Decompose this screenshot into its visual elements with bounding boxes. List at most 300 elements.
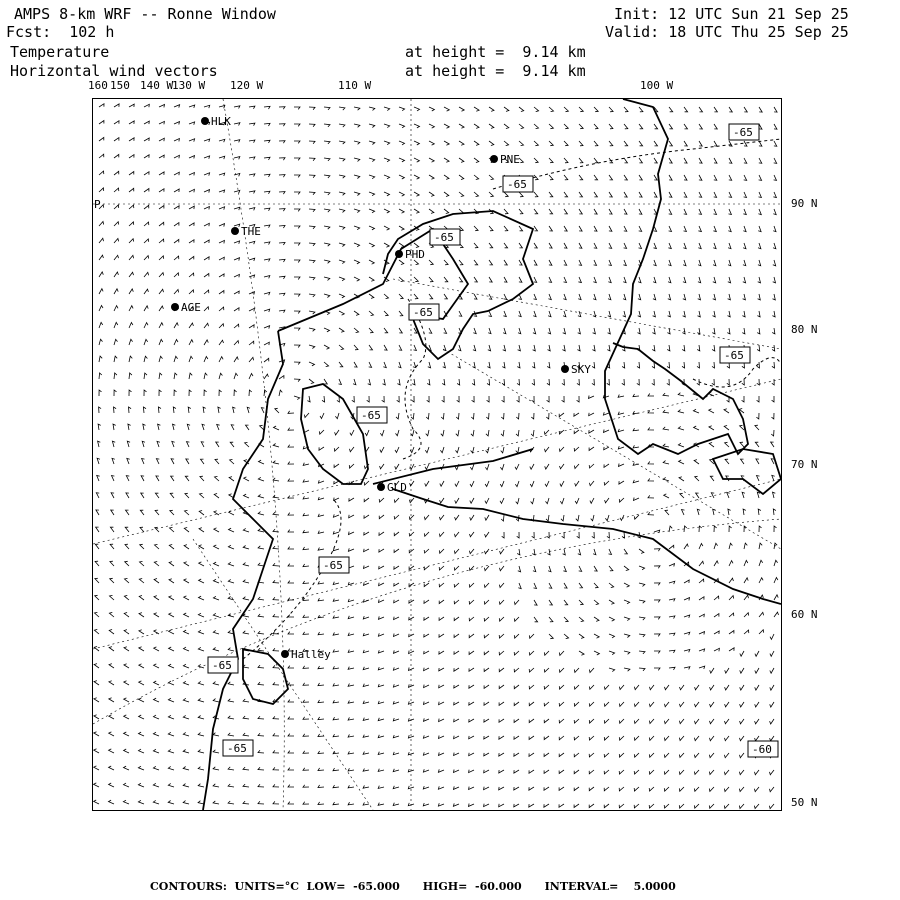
wind-vector	[397, 379, 400, 385]
wind-vector	[114, 255, 119, 260]
wind-vector	[579, 226, 582, 231]
wind-vector	[114, 272, 118, 277]
wind-vector	[423, 752, 429, 755]
contour-info-footer: CONTOURS: UNITS=°C LOW= -65.000 HIGH= -60.000 INTERVAL= 5.0000	[150, 880, 676, 893]
lat-label-90n: 90 N	[791, 197, 818, 210]
wind-vector	[533, 328, 536, 334]
wind-vector	[394, 498, 399, 502]
wind-vector	[532, 379, 535, 385]
wind-vector	[499, 651, 504, 655]
wind-vector	[171, 476, 174, 481]
wind-vector	[339, 294, 345, 298]
wind-vector	[729, 107, 732, 112]
wind-vector	[183, 784, 189, 787]
wind-vector	[529, 770, 534, 773]
station-dot-sky	[561, 365, 569, 373]
wind-vector	[129, 323, 133, 329]
wind-vector	[469, 617, 474, 621]
map-panel	[92, 98, 782, 811]
wind-vector	[279, 158, 285, 161]
wind-vector	[564, 600, 568, 605]
wind-vector	[243, 631, 249, 634]
wind-vector	[564, 260, 567, 265]
wind-vector	[349, 464, 354, 468]
wind-vector	[258, 665, 264, 668]
wind-vector	[110, 561, 114, 566]
wind-vector	[729, 175, 732, 180]
wind-vector	[648, 428, 654, 431]
wind-vector	[138, 800, 144, 804]
wind-vector	[184, 596, 189, 600]
wind-vector	[394, 617, 399, 620]
wind-vector	[228, 648, 234, 651]
wind-vector	[698, 294, 701, 300]
wind-vector	[563, 311, 566, 317]
wind-vector	[440, 498, 444, 503]
wind-vector	[139, 732, 145, 736]
wind-vector	[348, 717, 354, 720]
wind-vector	[219, 340, 224, 345]
wind-vector	[439, 583, 444, 587]
wind-vector	[369, 277, 374, 281]
wind-vector	[279, 243, 285, 246]
wind-vector	[544, 736, 549, 740]
wind-vector	[534, 260, 537, 265]
wind-vector	[654, 651, 660, 653]
wind-vector	[264, 292, 270, 295]
wind-vector	[363, 718, 369, 721]
wind-vector	[633, 480, 639, 483]
wind-vector	[469, 651, 474, 655]
wind-vector	[754, 787, 759, 792]
wind-vector	[679, 460, 684, 464]
wind-vector	[414, 294, 418, 299]
wind-vector	[725, 442, 729, 447]
wind-vector	[592, 362, 595, 368]
wind-vector	[189, 105, 195, 108]
wind-vector	[114, 138, 119, 141]
wind-vector	[534, 158, 538, 163]
wind-vector	[144, 189, 149, 193]
wind-vector	[219, 373, 222, 379]
wind-vector	[502, 362, 505, 368]
wind-vector	[139, 596, 144, 601]
wind-vector	[669, 564, 675, 567]
wind-vector	[309, 124, 315, 127]
wind-vector	[624, 124, 628, 129]
wind-vector	[574, 430, 579, 434]
wind-vector	[219, 240, 224, 243]
wind-vector	[594, 634, 599, 638]
wind-vector	[545, 464, 549, 469]
wind-vector	[725, 459, 729, 464]
wind-vector	[198, 630, 204, 634]
wind-vector	[112, 458, 115, 464]
wind-vector	[604, 430, 610, 433]
wind-vector	[682, 510, 685, 516]
wind-vector	[157, 441, 160, 447]
wind-vector	[139, 664, 144, 668]
wind-vector	[501, 515, 504, 521]
wind-vector	[198, 767, 204, 770]
wind-vector	[743, 243, 746, 249]
wind-vector	[158, 407, 161, 413]
wind-vector	[369, 209, 375, 213]
wind-vector	[698, 277, 701, 283]
wind-vector	[234, 123, 240, 126]
wind-vector	[697, 362, 700, 368]
wind-vector	[228, 597, 234, 601]
wind-vector	[109, 630, 114, 635]
wind-vector	[773, 509, 776, 515]
wind-vector	[393, 667, 399, 670]
wind-vector	[590, 498, 594, 503]
wind-vector	[454, 685, 459, 688]
wind-vector	[408, 786, 414, 789]
wind-vector	[99, 104, 104, 107]
wind-vector	[594, 124, 598, 129]
wind-vector	[648, 462, 654, 465]
wind-vector	[169, 664, 175, 668]
wind-vector	[174, 189, 179, 192]
wind-vector	[623, 311, 626, 317]
wind-vector	[354, 243, 360, 247]
wind-vector	[578, 294, 581, 300]
wind-vector	[424, 583, 429, 587]
wind-vector	[126, 510, 130, 515]
wind-vector	[441, 430, 444, 436]
wind-vector	[98, 441, 101, 447]
wind-vector	[740, 719, 744, 724]
wind-vector	[142, 441, 145, 447]
wind-vector	[607, 532, 610, 538]
wind-vector	[258, 563, 264, 566]
wind-vector	[639, 651, 645, 654]
wind-vector	[757, 379, 760, 385]
wind-vector	[544, 787, 549, 790]
wind-vector	[488, 345, 491, 351]
wind-vector	[545, 481, 549, 486]
wind-vector	[353, 379, 356, 385]
wind-vector	[699, 561, 704, 566]
wind-vector	[623, 277, 626, 283]
wind-vector	[348, 582, 354, 585]
wind-vector	[519, 226, 523, 231]
wind-vector	[99, 255, 103, 260]
wind-vector	[155, 493, 159, 498]
wind-vector	[319, 430, 324, 434]
wind-vector	[204, 105, 210, 108]
wind-vector	[619, 753, 624, 757]
wind-vector	[755, 425, 759, 430]
wind-vector	[663, 427, 669, 430]
wind-vector	[369, 141, 375, 145]
wind-vector	[619, 464, 625, 467]
wind-vector	[168, 698, 174, 702]
wind-vector	[618, 429, 624, 432]
wind-vector	[604, 753, 609, 757]
wind-vector	[759, 175, 762, 180]
wind-vector	[712, 345, 715, 351]
wind-vector	[318, 497, 324, 500]
wind-vector	[288, 717, 294, 719]
wind-vector	[378, 752, 384, 755]
grounding-line	[373, 449, 533, 484]
wind-vector	[624, 226, 627, 231]
wind-vector	[563, 566, 566, 572]
wind-vector	[772, 413, 775, 419]
wind-vector	[348, 548, 354, 551]
wind-vector	[529, 719, 534, 723]
wind-vector	[369, 345, 373, 350]
wind-vector	[399, 294, 403, 299]
wind-vector	[562, 532, 565, 538]
wind-vector	[414, 175, 419, 179]
wind-vector	[474, 260, 478, 265]
wind-vector	[564, 243, 567, 248]
wind-vector	[604, 804, 609, 808]
wind-vector	[549, 277, 552, 282]
wind-vector	[413, 362, 416, 368]
wind-vector	[456, 430, 459, 436]
wind-vector	[444, 260, 448, 265]
wind-vector	[514, 804, 519, 807]
wind-vector	[648, 512, 654, 515]
wind-vector	[159, 172, 164, 175]
station-dot-the	[231, 227, 239, 235]
wind-vector	[772, 362, 775, 368]
wind-vector	[412, 379, 415, 385]
wind-vector	[189, 223, 194, 226]
wind-vector	[111, 493, 114, 498]
wind-vector	[679, 736, 684, 741]
station-dot-halley	[281, 650, 289, 658]
wind-vector	[379, 532, 384, 535]
wind-vector	[318, 700, 324, 703]
wind-vector	[141, 493, 144, 498]
wind-vector	[288, 734, 294, 736]
wind-vector	[444, 277, 448, 282]
wind-vector	[279, 107, 285, 110]
wind-vector	[577, 532, 580, 538]
wind-vector	[548, 294, 551, 300]
station-label-hlk: HLK	[211, 115, 231, 128]
wind-vector	[217, 425, 220, 431]
wind-vector	[486, 447, 489, 453]
wind-vector	[489, 107, 494, 111]
lon-label-140w: 140 W	[140, 79, 174, 92]
wind-vector	[698, 226, 701, 232]
wind-vector	[564, 226, 567, 231]
wind-vector	[379, 515, 384, 519]
wind-vector	[549, 226, 552, 231]
contour-label: -65	[227, 742, 247, 755]
wind-vector	[273, 444, 279, 448]
wind-vector	[324, 328, 330, 332]
wind-vector	[399, 158, 405, 162]
wind-vector	[159, 206, 164, 210]
wind-vector	[474, 243, 478, 248]
lat-label-80n: 80 N	[791, 323, 818, 336]
wind-vector	[264, 390, 267, 396]
wind-vector	[669, 192, 672, 197]
wind-vector	[624, 549, 627, 554]
wind-vector	[534, 277, 537, 282]
wind-vector	[172, 441, 175, 447]
wind-vector	[424, 600, 429, 603]
wind-vector	[97, 458, 100, 464]
wind-vector	[458, 362, 461, 368]
wind-vector	[229, 528, 235, 532]
wind-vector	[294, 277, 300, 280]
wind-vector	[339, 379, 342, 385]
wind-vector	[740, 702, 744, 707]
wind-vector	[499, 702, 504, 705]
wind-vector	[668, 260, 671, 266]
wind-vector	[564, 277, 567, 283]
wind-vector	[579, 600, 583, 605]
wind-vector	[324, 226, 330, 229]
wind-vector	[409, 532, 414, 536]
wind-vector	[559, 685, 564, 689]
wind-vector	[624, 566, 629, 571]
wind-vector	[378, 633, 384, 636]
wind-vector	[139, 715, 144, 719]
wind-vector	[369, 294, 374, 298]
wind-vector	[649, 719, 654, 724]
wind-vector	[333, 802, 339, 805]
wind-vector	[139, 749, 145, 753]
wind-vector	[153, 766, 159, 770]
wind-vector	[264, 326, 270, 329]
wind-vector	[699, 597, 704, 600]
wind-vector	[532, 396, 535, 402]
wind-vector	[699, 614, 704, 617]
wind-vector	[653, 294, 656, 300]
wind-vector	[639, 226, 642, 231]
wind-vector	[669, 226, 672, 232]
wind-vector	[669, 141, 672, 146]
wind-vector	[439, 549, 444, 553]
wind-vector	[234, 106, 240, 109]
wind-vector	[680, 493, 684, 498]
wind-vector	[559, 702, 564, 706]
wind-vector	[594, 651, 599, 655]
wind-vector	[114, 306, 118, 311]
wind-vector	[699, 666, 705, 669]
wind-vector	[258, 750, 264, 753]
wind-vector	[155, 510, 159, 515]
wind-vector	[174, 139, 179, 142]
wind-vector	[140, 527, 144, 532]
wind-vector	[219, 156, 225, 159]
wind-vector	[189, 356, 193, 362]
wind-vector	[159, 323, 163, 328]
wind-vector	[574, 447, 579, 451]
wind-vector	[369, 260, 374, 264]
wind-vector	[354, 192, 360, 196]
wind-vector	[574, 770, 579, 774]
wind-vector	[396, 430, 400, 436]
wind-vector	[577, 396, 580, 402]
model-title: AMPS 8-km WRF -- Ronne Window	[14, 5, 276, 23]
wind-vector	[729, 648, 734, 651]
wind-vector	[489, 175, 494, 180]
wind-vector	[234, 274, 239, 277]
wind-vector	[333, 632, 339, 635]
wind-vector	[533, 345, 536, 351]
wind-vector	[683, 243, 686, 249]
wind-vector	[518, 328, 521, 334]
wind-vector	[624, 209, 627, 214]
wind-vector	[564, 175, 568, 180]
wind-vector	[114, 322, 118, 328]
wind-vector	[514, 668, 519, 672]
wind-vector	[349, 532, 355, 535]
wind-vector	[514, 685, 519, 689]
wind-vector	[624, 192, 627, 197]
wind-vector	[486, 413, 489, 419]
wind-vector	[364, 582, 370, 585]
lon-label-130w: 130 W	[172, 79, 206, 92]
wind-vector	[619, 481, 624, 484]
wind-vector	[379, 616, 385, 619]
station-label-pne: PNE	[500, 153, 520, 166]
wind-vector	[258, 631, 264, 634]
wind-vector	[213, 596, 219, 600]
station-label-age: AGE	[181, 301, 201, 314]
wind-vector	[354, 158, 360, 161]
wind-vector	[529, 685, 534, 689]
wind-vector	[199, 562, 204, 566]
wind-vector	[755, 702, 759, 707]
wind-vector	[125, 544, 129, 549]
wind-vector	[665, 685, 670, 690]
wind-vector	[124, 783, 130, 787]
wind-vector	[159, 390, 162, 396]
wind-vector	[609, 141, 613, 146]
wind-vector	[624, 107, 628, 112]
wind-vector	[395, 447, 399, 453]
wind-vector	[424, 651, 429, 654]
wind-vector	[725, 668, 729, 673]
wind-vector	[114, 289, 118, 294]
wind-vector	[454, 566, 459, 570]
wind-vector	[549, 260, 552, 265]
wind-vector	[141, 476, 144, 481]
wind-vector	[680, 702, 685, 707]
wind-vector	[384, 175, 390, 179]
wind-vector	[489, 311, 492, 317]
wind-vector	[138, 766, 144, 770]
height-label-1: at height = 9.14 km	[405, 43, 586, 61]
wind-vector	[724, 804, 729, 808]
wind-vector	[129, 289, 133, 294]
wind-vector	[639, 124, 643, 129]
wind-vector	[154, 664, 159, 668]
wind-vector	[363, 701, 369, 704]
wind-vector	[519, 209, 523, 214]
wind-vector	[144, 323, 148, 328]
wind-vector	[129, 188, 134, 192]
wind-vector	[333, 734, 339, 737]
wind-vector	[544, 719, 549, 723]
wind-vector	[303, 530, 309, 533]
wind-vector	[742, 492, 745, 498]
wind-vector	[394, 600, 399, 603]
contour-label: -65	[361, 409, 381, 422]
wind-vector	[98, 424, 101, 430]
